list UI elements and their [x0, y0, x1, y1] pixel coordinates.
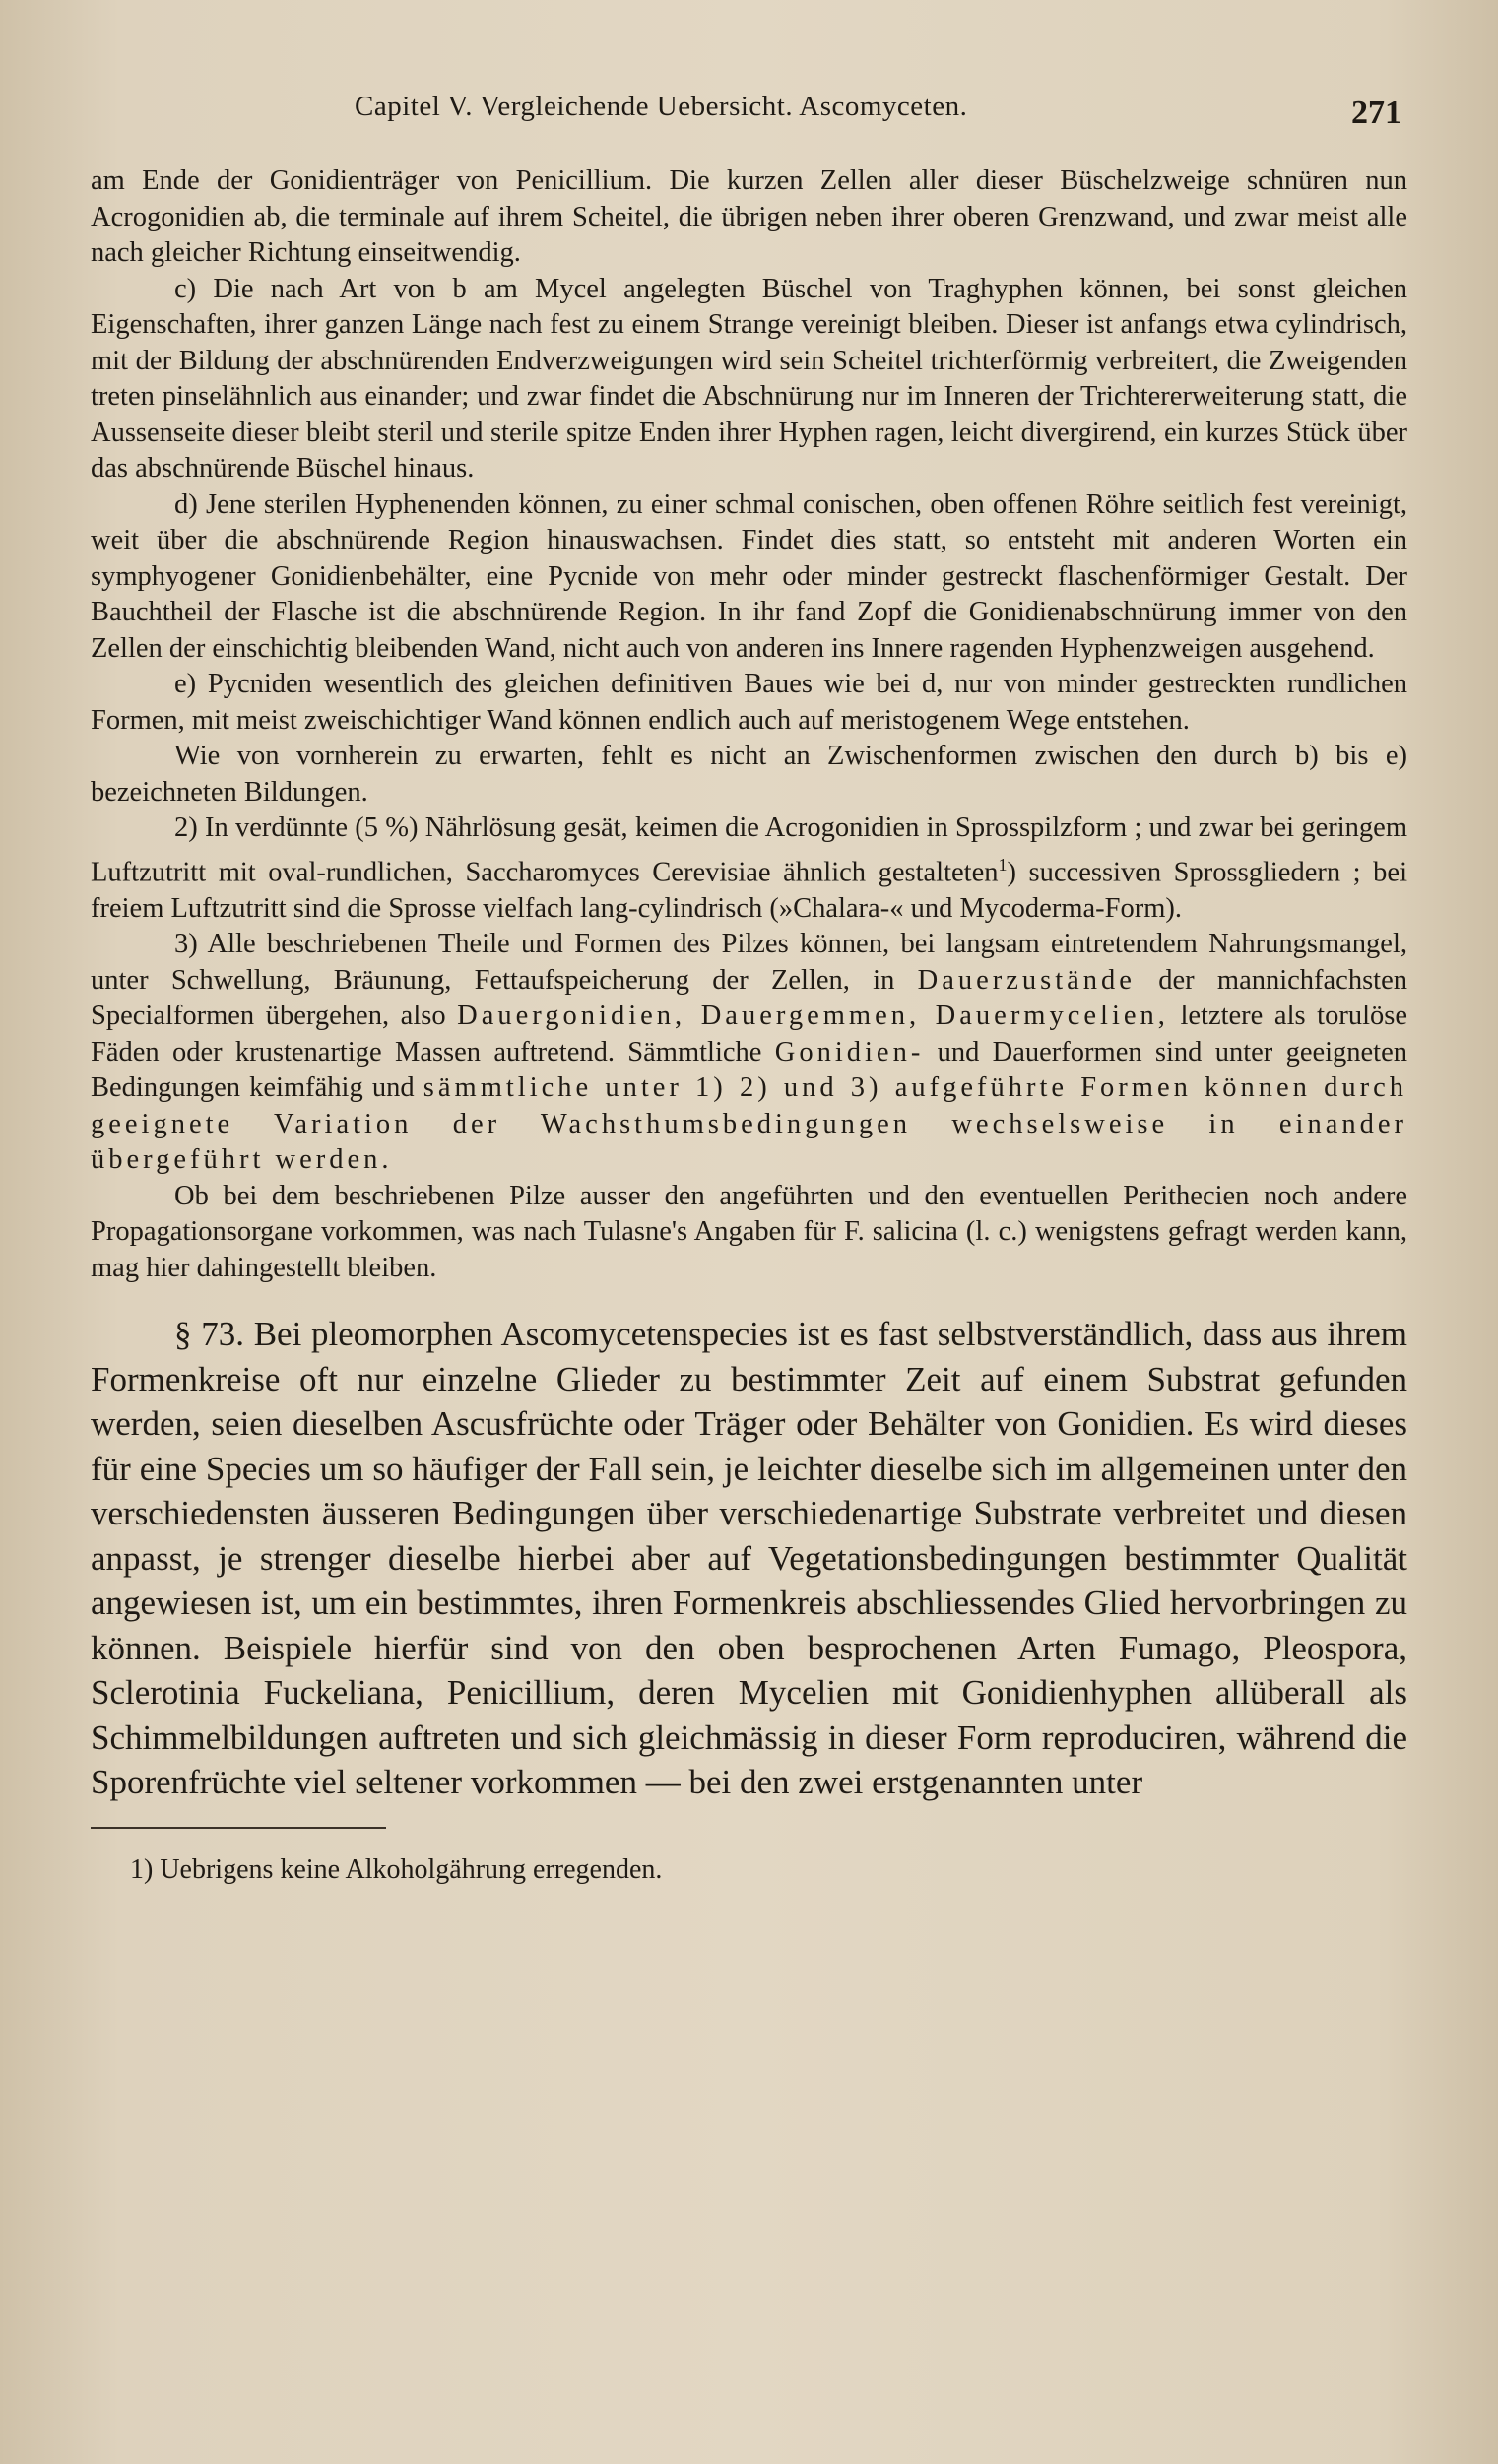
running-head	[91, 91, 1407, 146]
paragraph-2-text-a: 2) In verdünnte (5 %) Nährlösung gesät, keimen die Acrogonidien in Sprosspilzform ; und zwar bei geringem Luftzutritt mit oval-rundlichen, Saccharomyces Cerevisiae ähnlich gestalteten	[91, 812, 1407, 887]
paragraph-3-text-b: der mannichfachsten Specialformen übergehen, also	[91, 964, 1407, 1031]
paragraph-c: c) Die nach Art von b am Mycel angelegten Büschel von Traghyphen können, bei sonst gleichen Eigenschaften, ihrer ganzen Länge nach fest zu einem Strange vereinigt bleiben. Dieser ist anfangs etwa cylindrisch, mit der Bildung der abschnürenden Endverzweigungen wird sein Scheitel trichterförmig verbreitert, die Zweigenden treten pinselähnlich aus einander; und zwar findet die Abschnürung nur im Inneren der Trichtererweiterung statt, die Aussenseite dieser bleibt steril und sterile spitze Enden ihrer Hyphen ragen, leicht divergirend, ein kurzes Stück über das abschnürende Büschel hinaus.	[91, 273, 1407, 484]
paragraph-2-text-b: ) successiven Sprossgliedern ; bei freiem Luftzutritt sind die Sprosse vielfach lang-cylindrisch (»Chalara-« und Mycoderma-Form).	[91, 857, 1407, 924]
paragraph-2	[91, 811, 1407, 927]
spaced-term-dauerzustaende: Dauerzustände	[917, 964, 1136, 996]
paragraph-continuation: am Ende der Gonidienträger von Penicillium. Die kurzen Zellen aller dieser Büschelzweige schnüren nun Acrogonidien ab, die terminale auf ihrem Scheitel, die übrigen neben ihrer oberen Grenzwand, und zwar meist alle nach gleicher Richtung einseitwendig.	[91, 165, 1407, 268]
spaced-term-dauerformen: Dauergonidien, Dauergemmen, Dauermycelien,	[457, 1001, 1169, 1031]
paragraph-3-text-c: letztere als torulöse Fäden oder krustenartige Massen auftretend. Sämmtliche	[91, 1001, 1407, 1068]
paragraph-e: e) Pycniden wesentlich des gleichen definitiven Baues wie bei d, nur von minder gestreckten rundlichen Formen, mit meist zweischichtiger Wand können endlich auch auf meristogenem Wege entstehen.	[91, 669, 1407, 736]
paragraph-perithecien: Ob bei dem beschriebenen Pilze ausser den angeführten und den eventuellen Perithecien noch andere Propagationsorgane vorkommen, was nach Tulasne's Angaben für F. salicina (l. c.) wenigstens gefragt werden kann, mag hier dahingestellt bleiben.	[91, 1180, 1407, 1283]
footnote-marker[interactable]: 1	[998, 854, 1008, 875]
paragraph-section-73: § 73. Bei pleomorphen Ascomycetenspecies ist es fast selbstverständlich, dass aus ihrem Formenkreise oft nur einzelne Glieder zu bestimmter Zeit auf einem Substrat gefunden werden, seien dieselben Ascusfrüchte oder Träger oder Behälter von Gonidien. Es wird dieses für eine Species um so häufiger der Fall sein, je leichter dieselbe sich im allgemeinen unter den verschiedensten äusseren Bedingungen über verschiedenartige Substrate verbreitet und diesen anpasst, je strenger dieselbe hierbei aber auf Vegetationsbedingungen bestimmter Qualität angewiesen ist, um ein bestimmtes, ihren Formenkreis abschliessendes Glied hervorbringen zu können. Beispiele hierfür sind von den oben besprochenen Arten Fumago, Pleospora, Sclerotinia Fuckeliana, Penicillium, deren Mycelien mit Gonidienhyphen allüberall als Schimmelbildungen auftreten und sich gleichmässig in dieser Form reproduciren, während die Sporenfrüchte viel seltener vorkommen — bei den zwei erstgenannten unter	[91, 1315, 1407, 1801]
paragraph-3-text-d: und Dauerformen sind unter geeigneten Bedingungen keimfähig und	[91, 1036, 1407, 1103]
paragraph-d: d) Jene sterilen Hyphenenden können, zu einer schmal conischen, oben offenen Röhre seitlich fest vereinigt, weit über die abschnürende Region hinauswachsen. Findet dies statt, so entsteht mit anderen Worten ein symphyogener Gonidienbehälter, eine Pycnide von mehr oder minder gestreckt flaschenförmiger Gestalt. Der Bauchtheil der Flasche ist die abschnürende Region. In ihr fand Zopf die Gonidienabschnürung immer von den Zellen der einschichtig bleibenden Wand, nicht auch von anderen ins Innere ragenden Hyphenzweigen ausgehend.	[91, 488, 1407, 664]
spaced-statement: sämmtliche unter 1) 2) und 3) aufgeführte Formen können durch geeignete Variation der Wachsthumsbedingungen wechselsweise in einander übergeführt werden.	[91, 1072, 1407, 1175]
spaced-term-gonidien: Gonidien-	[774, 1036, 925, 1068]
small-print-section	[91, 163, 1407, 1286]
main-text-section	[91, 1312, 1407, 1805]
page-number: 271	[1351, 95, 1401, 131]
footnote: 1) Uebrigens keine Alkoholgährung erregenden.	[130, 1853, 663, 1885]
paragraph-3	[91, 927, 1407, 1179]
running-title: Capitel V. Vergleichende Uebersicht. Ascomyceten.	[355, 91, 968, 122]
paragraph-zwischenformen: Wie von vornherein zu erwarten, fehlt es nicht an Zwischenformen zwischen den durch b) bis e) bezeichneten Bildungen.	[91, 741, 1407, 808]
paragraph-3-text-a: 3) Alle beschriebenen Theile und Formen des Pilzes können, bei langsam eintretendem Nahrungsmangel, unter Schwellung, Bräunung, Fettaufspeicherung der Zellen, in	[91, 929, 1407, 996]
footnote-divider	[91, 1827, 386, 1829]
